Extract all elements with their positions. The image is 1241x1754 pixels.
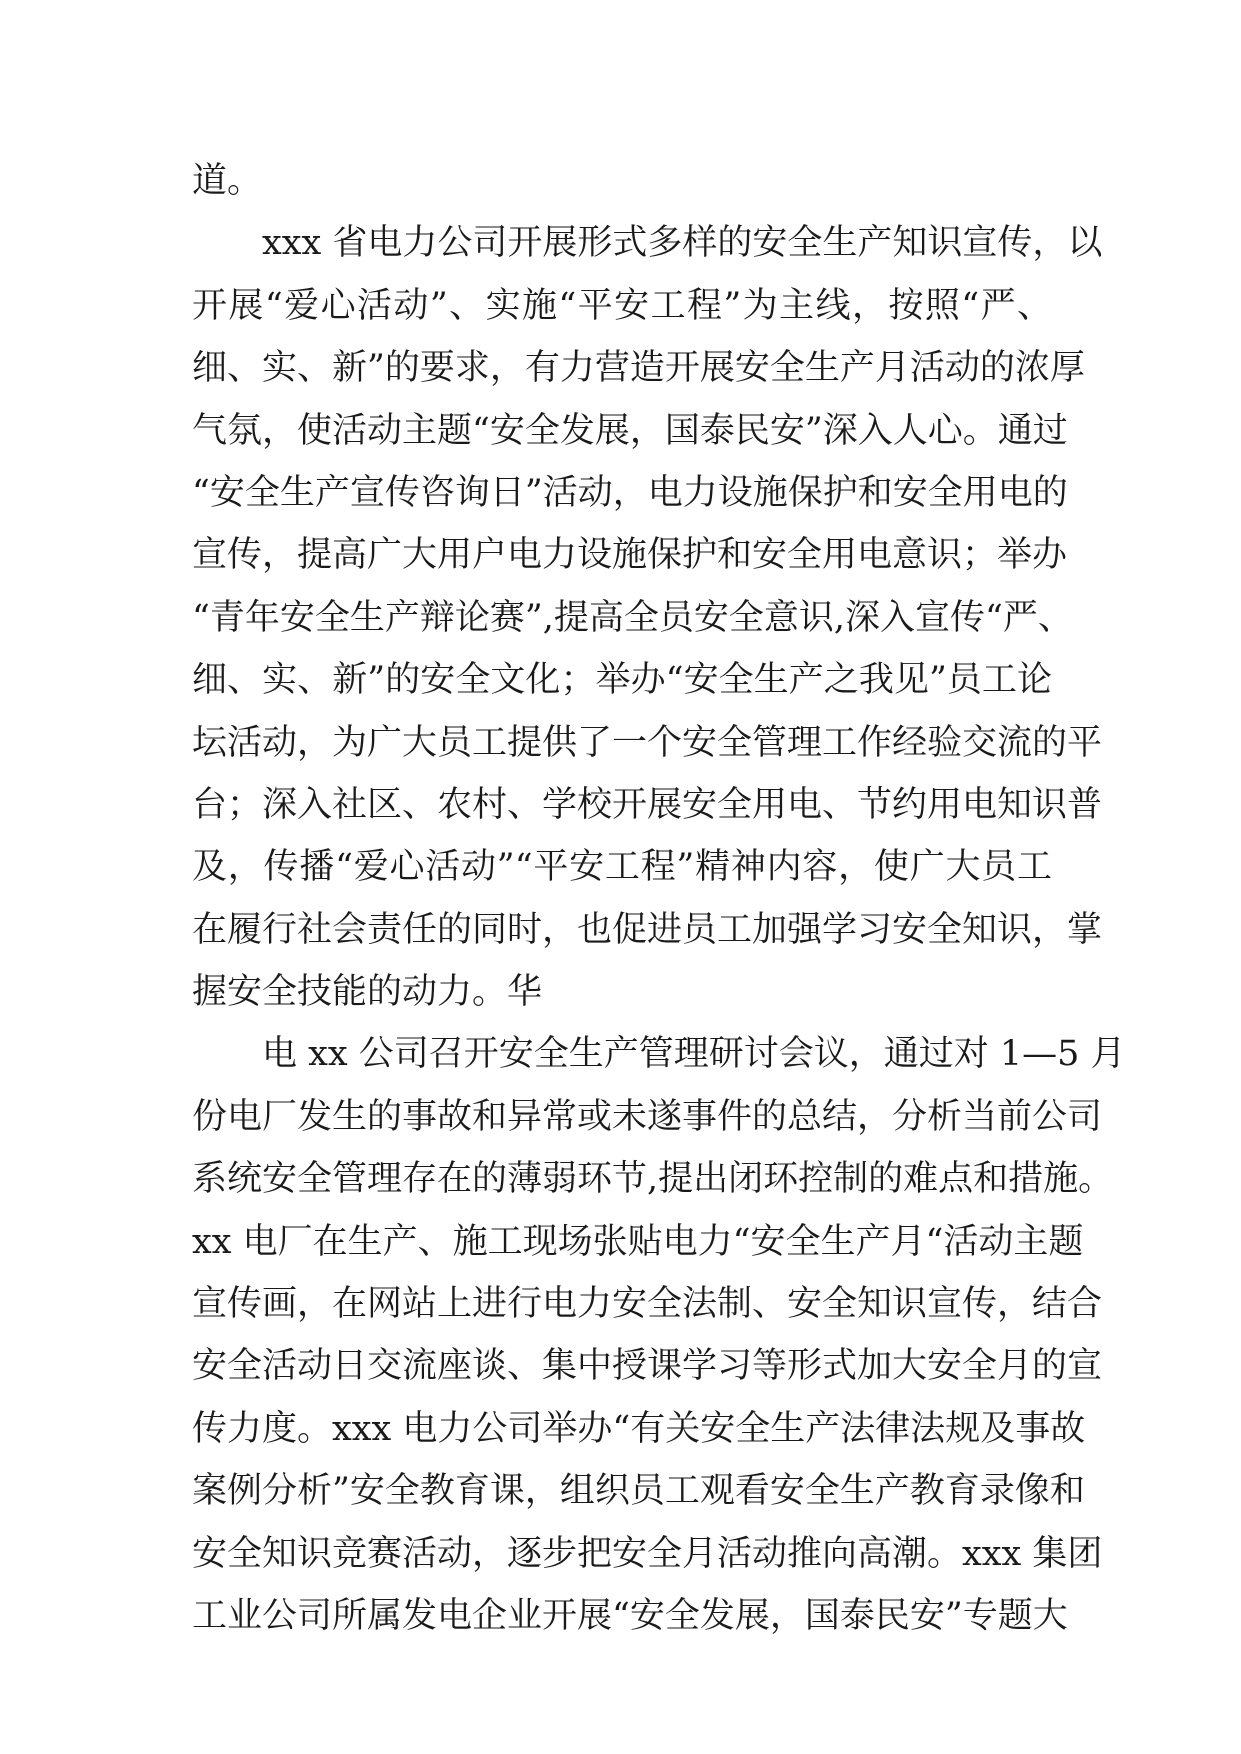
text-line: 细、实、新”的安全文化；举办“安全生产之我见”员工论 [192,660,1052,701]
text-line: 坛活动，为广大员工提供了一个安全管理工作经验交流的平 [192,722,1103,763]
text-line: 台；深入社区、农村、学校开展安全用电、节约用电知识普 [192,784,1103,825]
text-line: 系统安全管理存在的薄弱环节,提出闭环控制的难点和措施。 [192,1159,1114,1200]
text-line: 工业公司所属发电企业开展“安全发展，国泰民安”专题大 [192,1595,1068,1636]
paragraph-first-line: xxx 省电力公司开展形式多样的安全生产知识宣传，以 [262,223,1103,264]
text-line: “青年安全生产辩论赛”,提高全员安全意识,深入宣传“严、 [192,597,1073,638]
body-text [192,150,1126,1647]
text-line: 开展“爱心活动”、实施“平安工程”为主线，按照“严、 [192,285,1052,326]
paragraph-first-line: 电 xx 公司召开安全生产管理研讨会议，通过对 1—5 月 [262,1034,1126,1075]
text-line: 细、实、新”的要求，有力营造开展安全生产月活动的浓厚 [192,348,1085,389]
text-line: 安全活动日交流座谈、集中授课学习等形式加大安全月的宣 [192,1346,1103,1387]
text-line: 案例分析”安全教育课，组织员工观看安全生产教育录像和 [192,1471,1085,1512]
text-line: 传力度。xxx 电力公司举办“有关安全生产法律法规及事故 [192,1408,1086,1449]
text-line: 握安全技能的动力。华 [192,972,543,1013]
text-line: 安全知识竞赛活动，逐步把安全月活动推向高潮。xxx 集团 [192,1533,1103,1574]
text-line: 气氛，使活动主题“安全发展，国泰民安”深入人心。通过 [192,410,1068,451]
text-line: 宣传画，在网站上进行电力安全法制、安全知识宣传，结合 [192,1284,1103,1325]
text-line: 道。 [192,161,263,201]
text-line: 及，传播“爱心活动”“平安工程”精神内容，使广大员工 [192,847,1052,888]
text-line: 宣传，提高广大用户电力设施保护和安全用电意识；举办 [192,535,1068,576]
text-line: xx 电厂在生产、施工现场张贴电力“安全生产月“活动主题 [192,1221,1084,1262]
text-line: “安全生产宣传咨询日”活动，电力设施保护和安全用电的 [192,472,1068,513]
text-line: 在履行社会责任的同时，也促进员工加强学习安全知识，掌 [192,909,1103,950]
text-line: 份电厂发生的事故和异常或未遂事件的总结，分析当前公司 [192,1096,1103,1137]
